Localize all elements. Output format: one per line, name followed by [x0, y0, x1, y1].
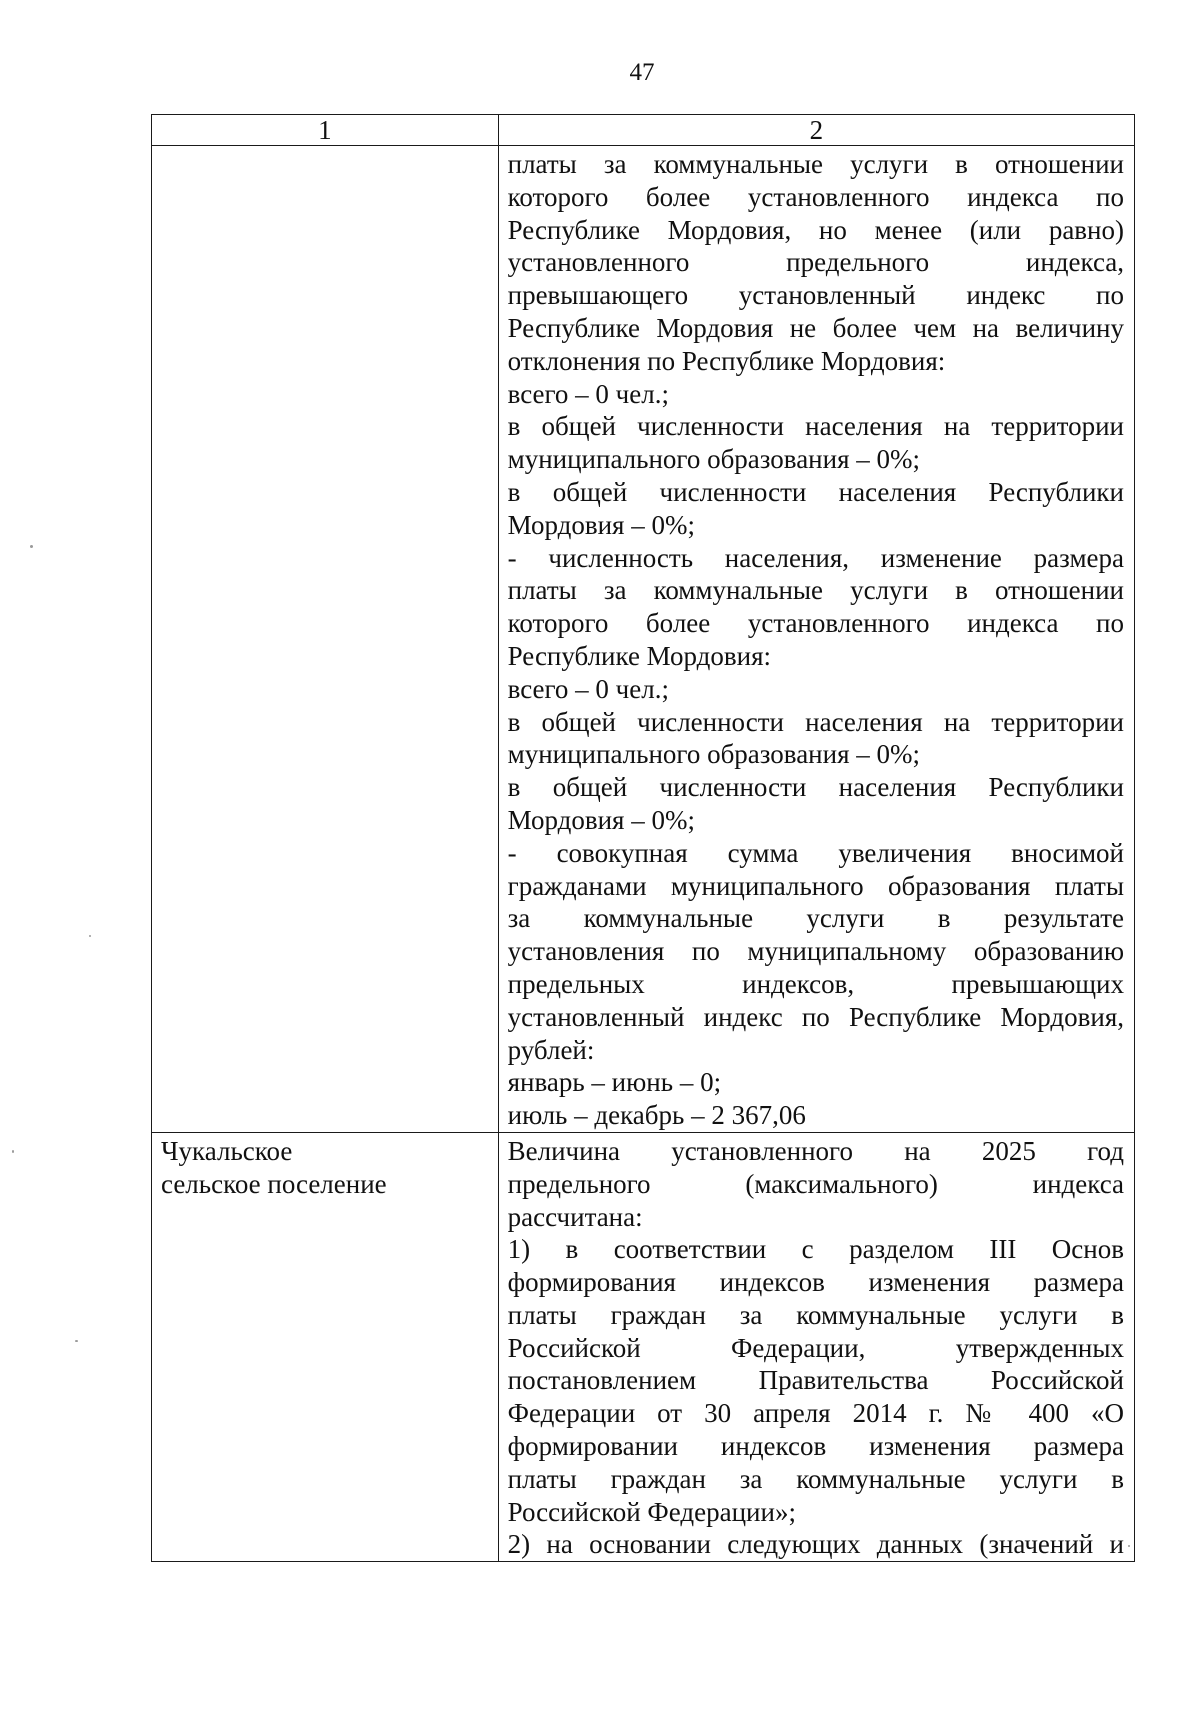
description-text-line: муниципального образования – 0%; — [507, 444, 920, 475]
description-text-line: рассчитана: — [507, 1201, 643, 1232]
description-text-line: формирования индексов изменения размера — [507, 1267, 1124, 1298]
table-row — [152, 146, 1135, 1133]
description-text-line: Мордовия – 0%; — [507, 509, 695, 540]
description-text-line: предельных индексов, превышающих — [507, 968, 1124, 999]
row-2-municipality-cell — [152, 1132, 499, 1561]
description-text-line: всего – 0 чел.; — [507, 378, 669, 409]
description-text-line: платы за коммунальные услуги в отношении — [507, 149, 1124, 179]
description-text-line: 1) в соответствии с разделом III Основ — [507, 1234, 1124, 1265]
description-text-line: предельного (максимального) индекса — [507, 1168, 1124, 1199]
description-text-line: Российской Федерации»; — [507, 1496, 796, 1527]
scan-speck — [12, 1150, 14, 1153]
description-text-line: в общей численности населения Республики — [507, 772, 1124, 803]
description-text-line: Республике Мордовия, но менее (или равно) — [507, 214, 1124, 245]
row-1-description-cell — [498, 146, 1134, 1133]
description-text-line: установленного предельного индекса, — [507, 247, 1124, 278]
page-number: 47 — [629, 59, 655, 86]
row-2-description-cell — [498, 1132, 1134, 1561]
description-text-line: которого более установленного индекса по — [507, 181, 1124, 212]
row-1-municipality-cell — [152, 146, 499, 1133]
description-text-line: в общей численности населения Республики — [507, 476, 1124, 507]
description-text-line: Величина установленного на 2025 год — [507, 1135, 1124, 1166]
description-text-line: формировании индексов изменения размера — [507, 1431, 1124, 1462]
description-text-line: Федерации от 30 апреля 2014 г. № 400 «О — [507, 1398, 1124, 1429]
description-text-line: отклонения по Республике Мордовия: — [507, 345, 946, 376]
description-text-line: которого более установленного индекса по — [507, 608, 1124, 639]
description-text-line: платы граждан за коммунальные услуги в — [507, 1463, 1124, 1494]
description-text-line: Республике Мордовия: — [507, 640, 772, 671]
description-text-line: Российской Федерации, утвержденных — [507, 1332, 1124, 1363]
description-text-line: январь – июнь – 0; — [507, 1067, 722, 1098]
document-table — [151, 114, 1135, 1562]
scan-speck — [89, 935, 91, 937]
scan-speck — [75, 1340, 78, 1342]
scan-speck — [1128, 1545, 1130, 1547]
description-text-line: Мордовия – 0%; — [507, 804, 695, 835]
municipality-name-line: Чукальское — [161, 1135, 293, 1166]
description-text-line: установления по муниципальному образованию — [507, 936, 1124, 967]
column-header-2: 2 — [498, 115, 1134, 146]
description-text-line: в общей численности населения на территории — [507, 706, 1124, 737]
description-text-line: гражданами муниципального образования платы — [507, 870, 1124, 901]
description-text-line: превышающего установленный индекс по — [507, 280, 1124, 311]
description-text-line: в общей численности населения на территории — [507, 411, 1124, 442]
description-text-line: за коммунальные услуги в результате — [507, 903, 1124, 934]
description-text-line: июль – декабрь – 2 367,06 — [507, 1100, 806, 1131]
scan-speck — [30, 545, 33, 548]
description-text-line: установленный индекс по Республике Мордовия, — [507, 1001, 1124, 1032]
table-row — [152, 1132, 1135, 1561]
description-text-line: муниципального образования – 0%; — [507, 739, 920, 770]
description-text-line: постановлением Правительства Российской — [507, 1365, 1124, 1396]
municipality-name-line: сельское поселение — [161, 1168, 387, 1199]
description-text-line: платы за коммунальные услуги в отношении — [507, 575, 1124, 606]
description-text-line: платы граждан за коммунальные услуги в — [507, 1299, 1124, 1330]
description-text-line: - совокупная сумма увеличения вносимой — [507, 837, 1124, 868]
column-header-1: 1 — [152, 115, 499, 146]
description-text-line: - численность населения, изменение размера — [507, 542, 1124, 573]
table-header-row — [152, 115, 1135, 146]
description-text-line: Республике Мордовия не более чем на величину — [507, 312, 1124, 343]
description-text-line: рублей: — [507, 1034, 595, 1065]
description-text-line: 2) на основании следующих данных (значений и — [507, 1529, 1124, 1560]
description-text-line: всего – 0 чел.; — [507, 673, 669, 704]
